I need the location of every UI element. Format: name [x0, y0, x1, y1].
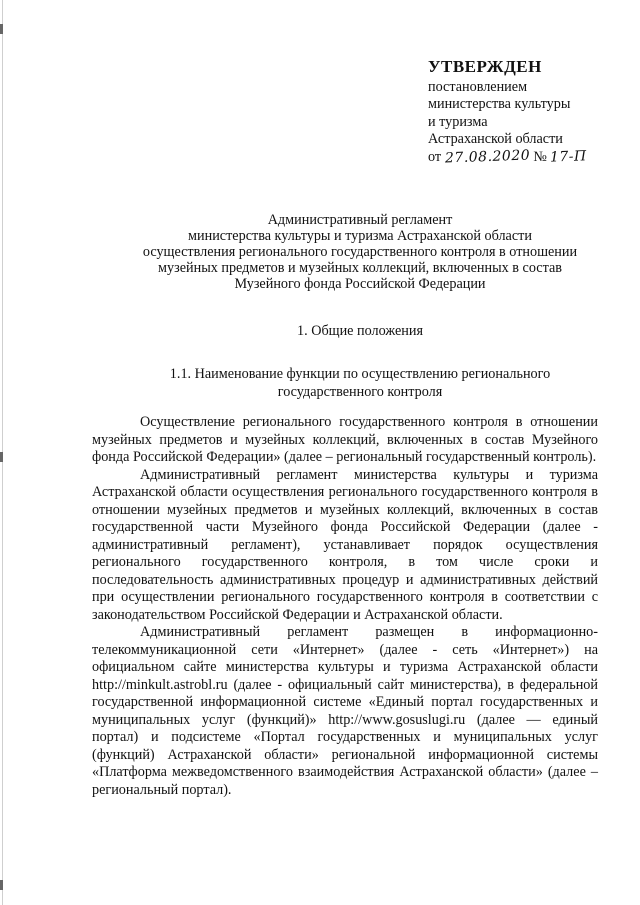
- subsection-line: 1.1. Наименование функции по осуществлению регионального: [169, 366, 551, 382]
- date-prefix: от: [428, 148, 442, 165]
- approval-line: Астраханской области: [428, 131, 563, 148]
- scan-edge-mark: [0, 880, 3, 890]
- paragraph: Административный регламент размещен в информационно-телекоммуникационной сети «Интернет» (далее - сеть «Интернет») на официальном сайте министерства культуры и туризма Астраханской области http://minkult.astrobl.ru (далее - официальный сайт министерства), в федеральной государственной информационной системе «Единый портал государственных и муниципальных услуг (функций)» http://www.gosuslugi.ru (далее — единый портал) и подсистеме «Портал государственных и муниципальных услуг (функций) Астраханской области» региональной информационной системы «Платформа межведомственного взаимодействия Астраханской области» (далее – региональный портал).: [92, 624, 598, 798]
- section-heading: 1. Общие положения: [297, 323, 423, 339]
- number-prefix: №: [533, 148, 547, 165]
- title-line: Музейного фонда Российской Федерации: [234, 276, 486, 292]
- handwritten-number: 17-П: [550, 148, 588, 166]
- title-line: Административный регламент: [267, 212, 453, 228]
- approval-block: [428, 58, 633, 167]
- subsection-line: государственного контроля: [277, 383, 443, 400]
- paragraph: Административный регламент министерства культуры и туризма Астраханской области осуществления регионального государственного контроля в отношении музейных предметов и музейных коллекций, включенных в состав государственной части Музейного фонда Российской Федерации (далее - административный регламент), устанавливает порядок осуществления регионального государственного контроля, в том числе сроки и последовательность административных процедур и административных действий при осуществлении регионального государственного контроля в соответствии с законодательством Российской Федерации и Астраханской области.: [92, 466, 598, 623]
- approval-date-line: [428, 149, 633, 167]
- handwritten-date: 27.08.2020: [444, 147, 531, 167]
- approval-line: и туризма: [428, 113, 488, 130]
- document-title: [92, 212, 628, 292]
- subsection-heading: [150, 366, 570, 401]
- scan-edge-mark: [0, 452, 3, 462]
- approval-line: министерства культуры: [428, 96, 571, 113]
- title-line: министерства культуры и туризма Астраханской области: [188, 228, 532, 244]
- body-text: [92, 414, 598, 799]
- title-line: осуществления регионального государственного контроля в отношении: [142, 244, 578, 260]
- scan-edge-mark: [0, 24, 3, 34]
- approval-line: постановлением: [428, 78, 528, 95]
- title-line: музейных предметов и музейных коллекций, включенных в состав: [158, 260, 562, 276]
- approval-stamp: УТВЕРЖДЕН: [428, 57, 542, 76]
- paragraph: Осуществление регионального государственного контроля в отношении музейных предметов и музейных коллекций, включенных в состав Музейного фонда Российской Федерации» (далее – региональный государственный контроль).: [92, 414, 598, 465]
